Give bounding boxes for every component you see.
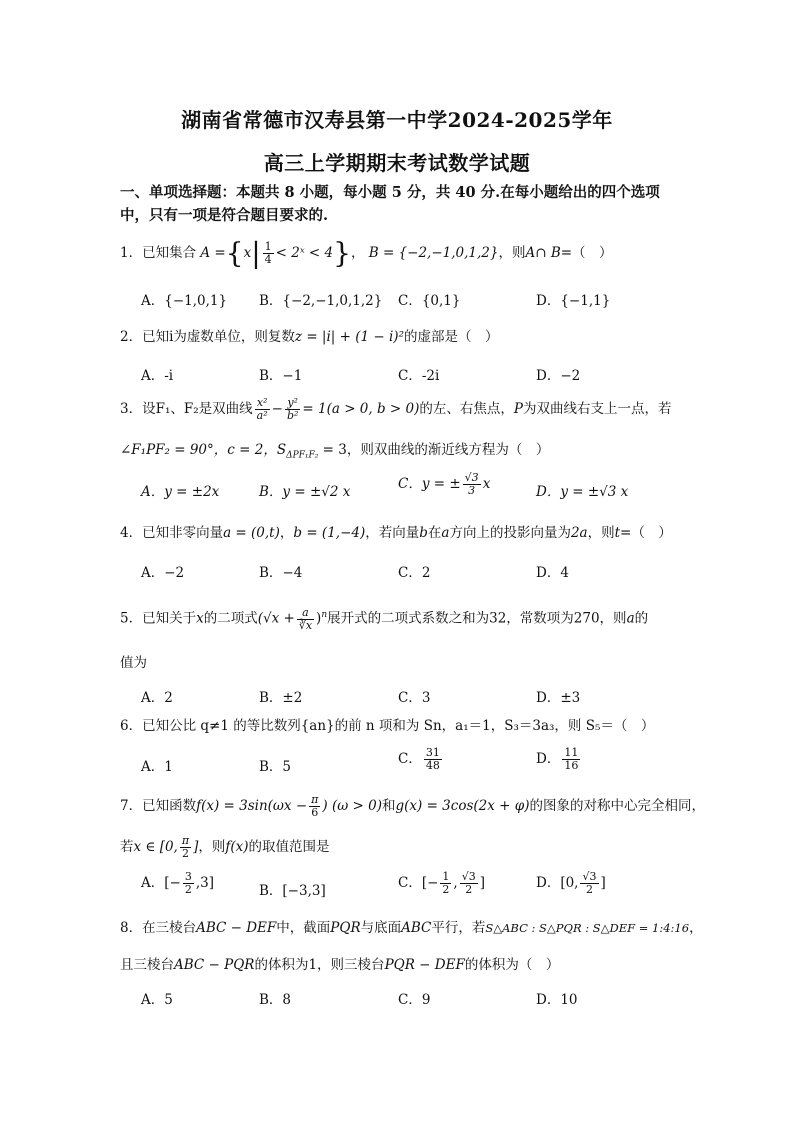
option-b[interactable]: B．−1 xyxy=(259,368,303,384)
question-8-line2: 且三棱台ABC − PQR的体积为1，则三棱台PQR − DEF的体积为（ ） xyxy=(120,957,560,973)
option-c[interactable]: C． $\frac{31}{48}$ xyxy=(398,746,440,772)
option-c[interactable]: C．-2i xyxy=(398,368,440,384)
option-a[interactable]: A．1 xyxy=(141,759,173,775)
option-c[interactable]: C．{0,1} xyxy=(398,293,461,309)
option-d[interactable]: D．y = ±√3 x xyxy=(536,484,629,500)
options-q1 xyxy=(141,289,661,311)
question-8: 8．在三棱台ABC − DEF中，截面PQR与底面ABC平行，若S△ABC : S△PQR : S△DEF = 1:4:16， xyxy=(120,920,703,936)
question-7-line2: 若x ∈ [0, $\frac{\pi}{2}$ ]，则f(x)的取值范围是 xyxy=(120,834,330,860)
option-d[interactable]: D．4 xyxy=(536,565,569,581)
options-q2 xyxy=(141,364,661,386)
question-3: 3．设F₁、F₂是双曲线 $\frac{\text{x²}}{\text{a²}}$ − $\frac{\text{y²}}{\text{b²}}$ = 1(a > 0, b > 0)的左、右焦点，P为双曲线右支上一点，若 xyxy=(120,396,672,422)
option-d[interactable]: D． $\frac{11}{16}$ xyxy=(536,746,579,772)
option-b[interactable]: B．−4 xyxy=(259,565,303,581)
option-c[interactable]: C．9 xyxy=(398,992,431,1008)
exam-title-line2: 高三上学期期末考试数学试题 xyxy=(263,151,531,175)
option-a[interactable]: A．−2 xyxy=(141,565,185,581)
options-q8 xyxy=(141,988,661,1010)
option-d[interactable]: D．±3 xyxy=(536,690,581,706)
question-3-line2: ∠F₁PF₂ = 90°，c = 2，$S_{\Delta PF_1F_2} = 3$，则双曲线的渐近线方程为（ ） xyxy=(120,442,550,461)
section-heading: 一、单项选择题：本题共 8 小题，每小题 5 分，共 40 分.在每小题给出的四个选项中，只有一项是符合题目要求的. xyxy=(120,184,660,224)
option-b[interactable]: B．[−3,3] xyxy=(259,883,326,899)
option-b[interactable]: B．±2 xyxy=(259,690,303,706)
exam-title-line1: 湖南省常德市汉寿县第一中学2024-2025学年 xyxy=(181,108,613,132)
question-5-line2: 值为 xyxy=(120,655,147,671)
option-b[interactable]: B．{−2,−1,0,1,2} xyxy=(259,293,383,309)
option-d[interactable]: D．{−1,1} xyxy=(536,293,611,309)
question-6: 6．已知公比 q≠1 的等比数列{an}的前 n 项和为 Sn，a₁＝1，S₃＝3a₃，则 S₅＝（ ） xyxy=(120,718,655,734)
options-q4 xyxy=(141,561,661,583)
option-a[interactable]: A．-i xyxy=(141,368,174,384)
question-1: 1．已知集合 A ={x| $\frac{1}{4}$ < 2ˣ < 4}， B = {−2,−1,0,1,2}，则A∩ B=（ ） xyxy=(120,236,613,270)
option-a[interactable]: A．2 xyxy=(141,690,173,706)
option-a[interactable]: A．5 xyxy=(141,992,173,1008)
option-a[interactable]: A．{−1,0,1} xyxy=(141,293,228,309)
option-b[interactable]: B．y = ±√2 x xyxy=(259,484,351,500)
option-c[interactable]: C．2 xyxy=(398,565,431,581)
options-q6 xyxy=(141,746,661,777)
option-a[interactable]: A．y = ±2x xyxy=(141,484,220,500)
fraction: $\frac{\text{y²}}{\text{b²}}$ xyxy=(286,396,299,422)
options-q5 xyxy=(141,686,661,708)
options-q7 xyxy=(141,870,661,901)
question-7: 7．已知函数f(x) = 3sin(ωx − $\frac{\pi}{6}$ ) (ω > 0)和g(x) = 3cos(2x + φ)的图象的对称中心完全相同， xyxy=(120,793,705,819)
question-5: 5．已知关于x的二项式(√x + $\frac{a}{∛x}$ )$^n$展开式的二项式系数之和为32，常数项为270，则a的 xyxy=(120,605,649,632)
option-b[interactable]: B．5 xyxy=(259,759,292,775)
question-4: 4．已知非零向量a = (0,t)，b = (1,−4)，若向量b在a方向上的投影向量为2a，则t=（ ） xyxy=(120,525,672,541)
option-a[interactable]: A．[− $\frac{3}{2}$ ,3] xyxy=(141,870,214,896)
fraction: $\frac{1}{4}$ xyxy=(264,240,272,266)
option-d[interactable]: D．−2 xyxy=(536,368,581,384)
option-c[interactable]: C．[− $\frac{1}{2}$ , $\frac{√3}{2}$ ] xyxy=(398,870,486,896)
option-c[interactable]: C．3 xyxy=(398,690,431,706)
options-q3 xyxy=(141,471,661,502)
option-b[interactable]: B．8 xyxy=(259,992,292,1008)
question-2: 2．已知i为虚数单位，则复数z = |i| + (1 − i)²的虚部是（ ） xyxy=(120,329,499,345)
option-d[interactable]: D．10 xyxy=(536,992,578,1008)
fraction: $\frac{\text{x²}}{\text{a²}}$ xyxy=(256,396,268,422)
option-d[interactable]: D．[0, $\frac{√3}{2}$ ] xyxy=(536,870,606,896)
option-c[interactable]: C．y = ± $\frac{√3}{3}$ x xyxy=(398,471,491,497)
